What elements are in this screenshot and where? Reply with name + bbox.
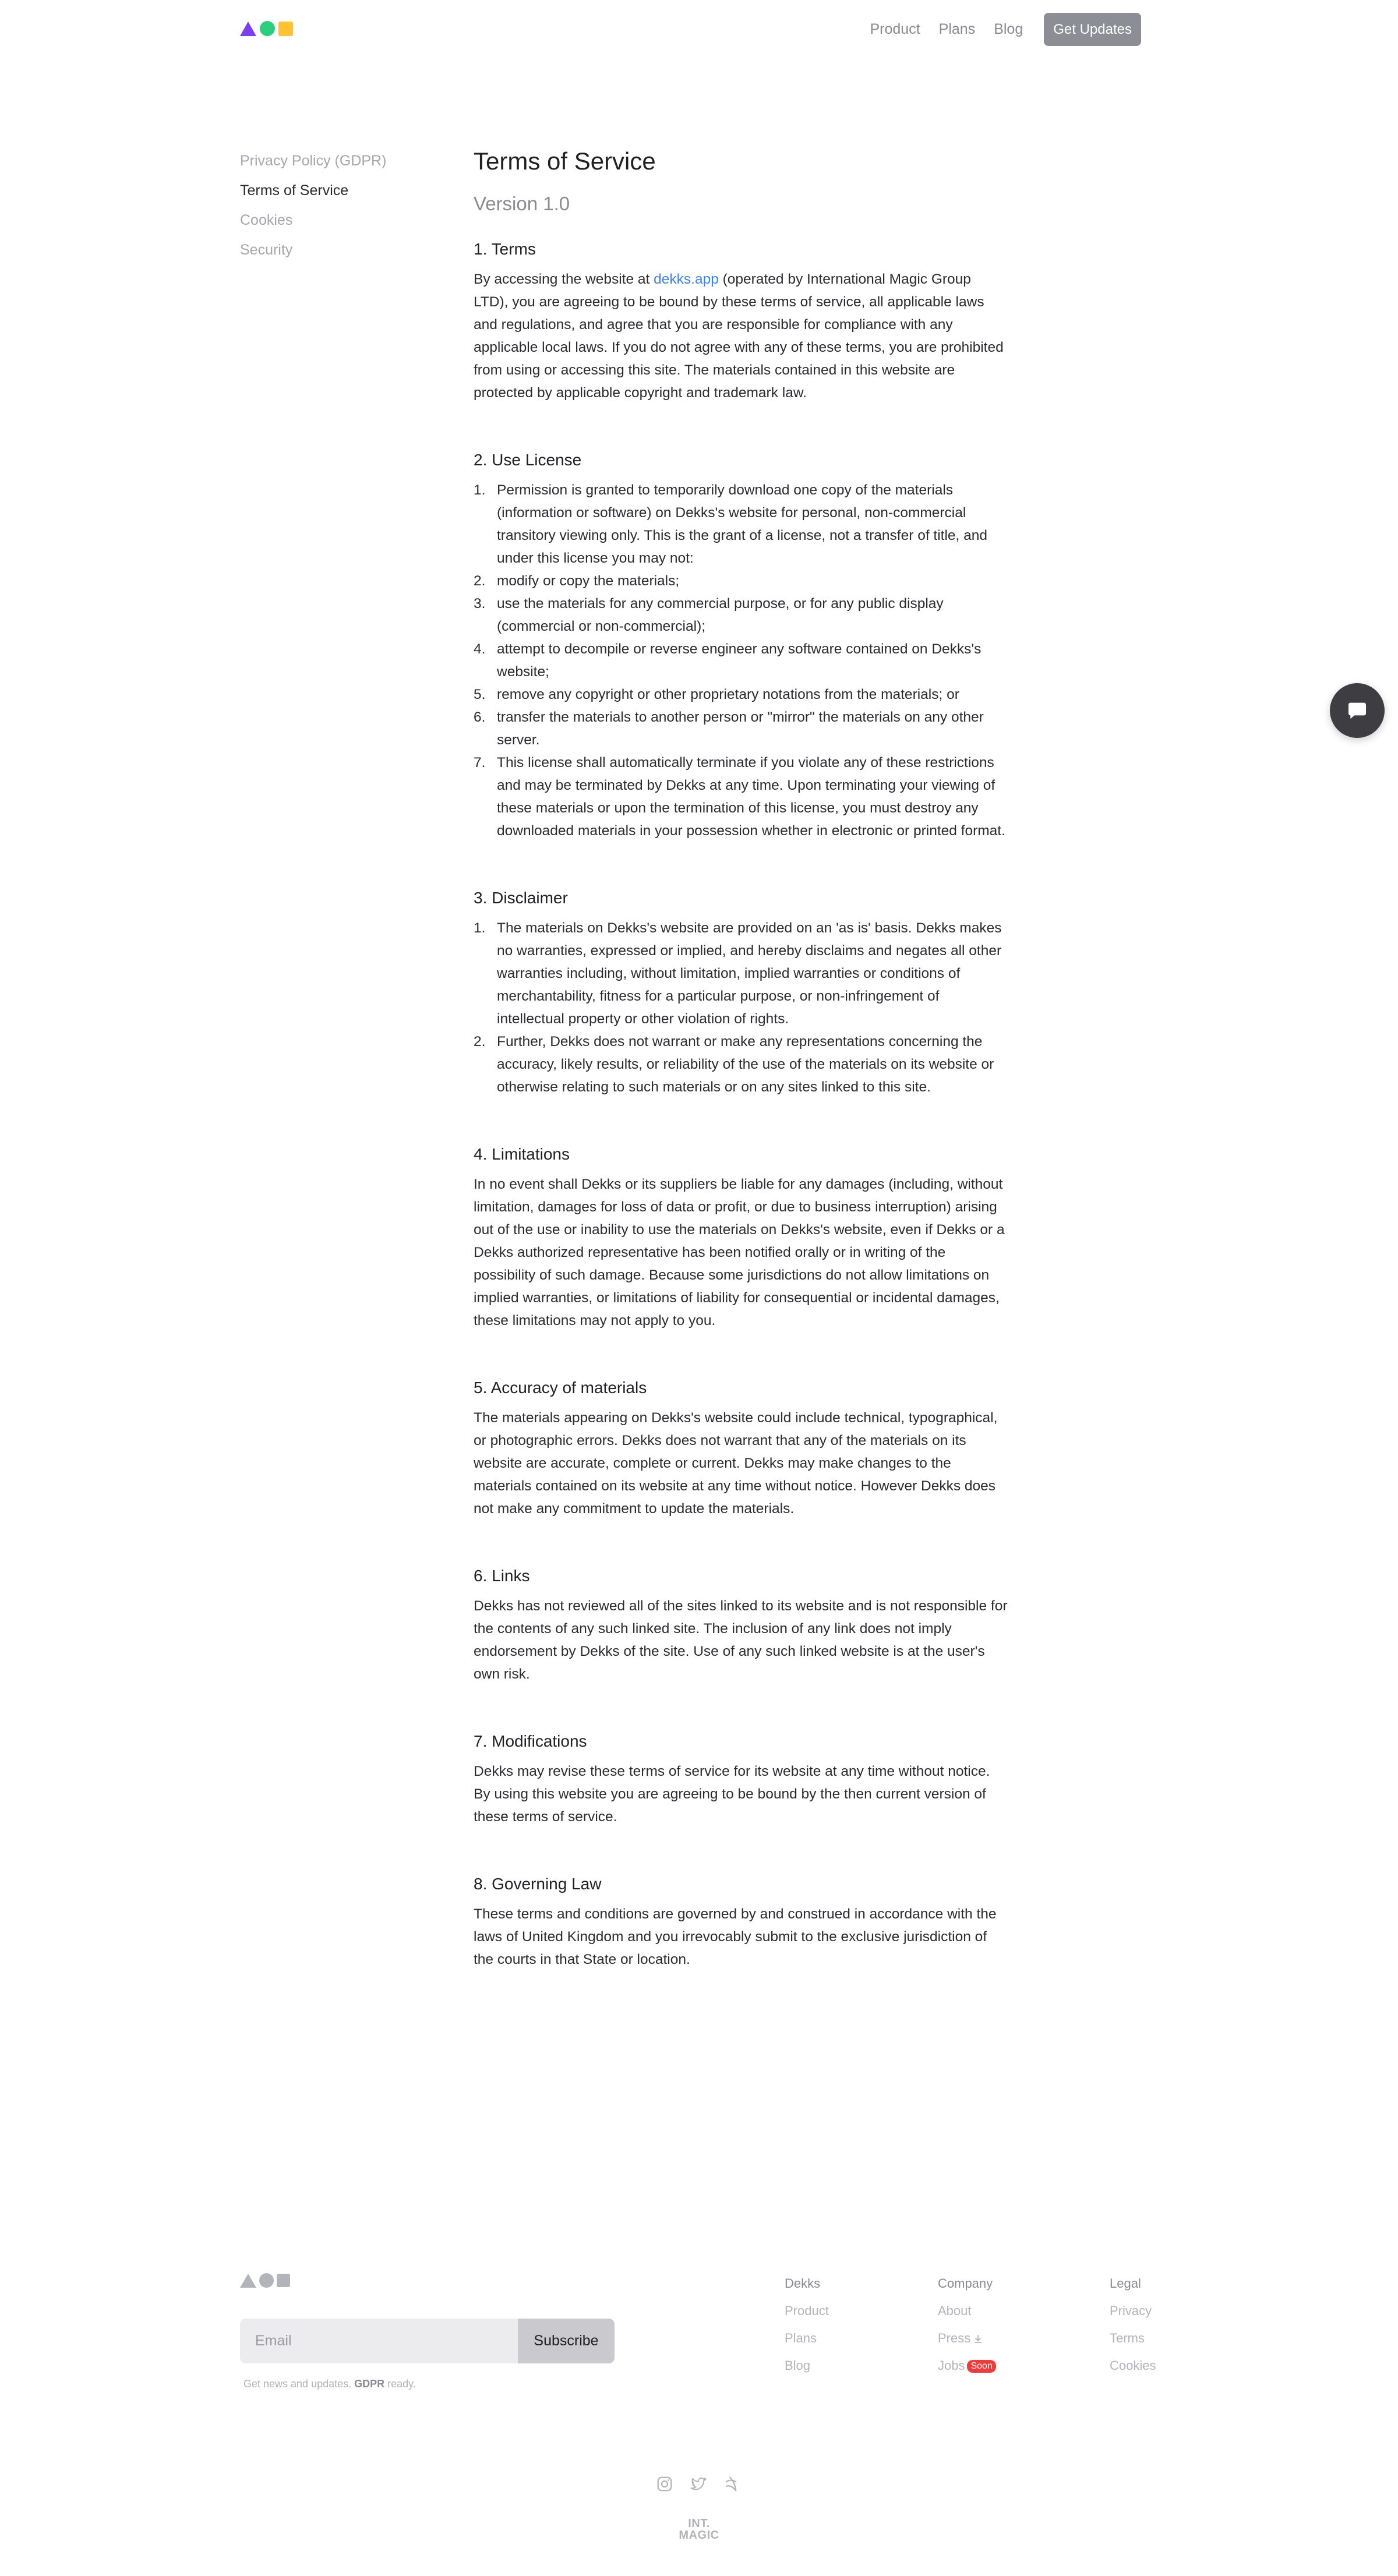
section-heading: 2. Use License bbox=[474, 451, 582, 469]
license-list bbox=[474, 479, 1009, 842]
section-modifications bbox=[474, 1731, 1009, 1828]
section-body: Dekks has not reviewed all of the sites linked to its website and is not responsible for the contents of any such linked site. The inclusion of any link does not imply endorsement by Dekks of the site. Use of any such linked website is at the user's own risk. bbox=[474, 1598, 1008, 1682]
list-item: 1. Permission is granted to temporarily download one copy of the materials (information or software) on Dekks's website for personal, non-commercial transitory viewing only. This is the grant of a license, not a transfer of title, and under this license you may not: bbox=[474, 482, 988, 566]
section-body bbox=[474, 268, 1009, 404]
section-accuracy bbox=[474, 1377, 1009, 1520]
newsletter-form bbox=[240, 2319, 615, 2363]
email-input[interactable] bbox=[240, 2319, 518, 2363]
section-use-license bbox=[474, 450, 1009, 842]
site-header bbox=[0, 0, 1398, 58]
section-terms bbox=[474, 239, 1009, 404]
social-links bbox=[656, 2475, 741, 2493]
sidebar-item-terms-of-service[interactable]: Terms of Service bbox=[240, 182, 349, 199]
section-governing-law bbox=[474, 1874, 1009, 1971]
footer-link-press[interactable]: Press bbox=[938, 2331, 996, 2349]
list-item: 6. transfer the materials to another person or "mirror" the materials on any other server. bbox=[474, 709, 984, 748]
body-text-pre: By accessing the website at bbox=[474, 271, 654, 287]
list-item: 7. This license shall automatically terminate if you violate any of these restrictions and may be terminated by Dekks at any time. Upon terminating your viewing of these materials or upon the termination of this license, you must destroy any downloaded materials in your possession whether in electronic or printed format. bbox=[474, 755, 1005, 839]
int-magic-logo[interactable]: INT. MAGIC bbox=[679, 2517, 719, 2542]
section-body: In no event shall Dekks or its suppliers be liable for any damages (including, without limitation, damages for loss of data or profit, or due to business interruption) arising out of the use or inability to use the materials on Dekks's website, even if Dekks or a Dekks authorized representative has been notified orally or in writing of the possibility of such damage. Because some jurisdictions do not allow limitations on implied warranties, or limitations of liability for consequential or incidental damages, these limitations may not apply to you. bbox=[474, 1176, 1005, 1328]
footer-logo[interactable] bbox=[240, 2273, 290, 2288]
section-disclaimer bbox=[474, 888, 1009, 1098]
footer-col-heading: Legal bbox=[1110, 2276, 1141, 2291]
footer-link-jobs[interactable]: Jobs Soon bbox=[938, 2358, 996, 2377]
triangle-logo-shape bbox=[240, 2274, 256, 2288]
top-nav bbox=[870, 13, 1160, 46]
list-item: 5. remove any copyright or other proprietary notations from the materials; or bbox=[474, 687, 959, 702]
footer-col-heading: Company bbox=[938, 2276, 993, 2291]
instagram-icon[interactable] bbox=[656, 2475, 673, 2493]
footer-link-about[interactable]: About bbox=[938, 2303, 972, 2318]
sidebar-item-cookies[interactable]: Cookies bbox=[240, 212, 293, 228]
get-updates-button[interactable]: Get Updates bbox=[1044, 13, 1141, 46]
footer-link-terms[interactable]: Terms bbox=[1110, 2331, 1145, 2345]
footer-link-privacy[interactable]: Privacy bbox=[1110, 2303, 1152, 2318]
triangle-logo-shape bbox=[240, 22, 256, 36]
list-item: 3. use the materials for any commercial purpose, or for any public display (commercial or non-commercial); bbox=[474, 596, 944, 634]
sidebar-item-security[interactable]: Security bbox=[240, 242, 293, 258]
chat-icon bbox=[1346, 699, 1369, 722]
nav-product[interactable]: Product bbox=[870, 21, 920, 37]
list-item: 4. attempt to decompile or reverse engineer any software contained on Dekks's website; bbox=[474, 641, 982, 680]
section-heading: 8. Governing Law bbox=[474, 1875, 602, 1893]
newsletter-note: Get news and updates. GDPR ready. bbox=[243, 2378, 416, 2390]
section-heading: 5. Accuracy of materials bbox=[474, 1379, 647, 1397]
dekks-logo[interactable] bbox=[240, 21, 293, 36]
list-item: 2. modify or copy the materials; bbox=[474, 573, 680, 589]
list-item: 1. The materials on Dekks's website are provided on an 'as is' basis. Dekks makes no warranties, expressed or implied, and hereby disclaims and negates all other warranties including, without limitation, implied warranties or conditions of merchantability, fitness for a particular purpose, or non-infringement of intellectual property or other violation of rights. bbox=[474, 920, 1002, 1027]
dribbble-icon[interactable] bbox=[723, 2475, 741, 2493]
footer-link-blog[interactable]: Blog bbox=[785, 2358, 811, 2373]
section-heading: 7. Modifications bbox=[474, 1732, 587, 1750]
footer-col-heading: Dekks bbox=[785, 2276, 821, 2291]
nav-blog[interactable]: Blog bbox=[994, 21, 1023, 37]
circle-logo-shape bbox=[259, 2273, 274, 2288]
square-logo-shape bbox=[277, 2274, 290, 2287]
circle-logo-shape bbox=[260, 21, 275, 36]
footer-col-legal bbox=[1110, 2276, 1156, 2386]
dekks-app-link[interactable]: dekks.app bbox=[654, 271, 719, 287]
section-body: These terms and conditions are governed by and construed in accordance with the laws of United Kingdom and you irrevocably submit to the exclusive jurisdiction of the courts in that State or location. bbox=[474, 1906, 997, 1967]
square-logo-shape bbox=[278, 22, 293, 36]
terms-content bbox=[474, 146, 1009, 2016]
footer-col-dekks bbox=[785, 2276, 829, 2386]
footer-link-product[interactable]: Product bbox=[785, 2303, 829, 2318]
list-item: 2. Further, Dekks does not warrant or make any representations concerning the accuracy, likely results, or reliability of the use of the materials on its website or otherwise relating to such materials or on any sites linked to this site. bbox=[474, 1034, 994, 1095]
footer-link-cookies[interactable]: Cookies bbox=[1110, 2358, 1156, 2373]
section-body: Dekks may revise these terms of service for its website at any time without notice. By using this website you are agreeing to be bound by the then current version of these terms of service. bbox=[474, 1764, 990, 1825]
page-title: Terms of Service bbox=[474, 147, 656, 175]
section-heading: 3. Disclaimer bbox=[474, 889, 568, 907]
section-heading: 1. Terms bbox=[474, 240, 536, 258]
body-text-post: (operated by International Magic Group LTD), you are agreeing to be bound by these terms of service, all applicable laws and regulations, and agree that you are responsible for compliance with any applicable local laws. If you do not agree with any of these terms, you are prohibited from using or accessing this site. The materials contained in this website are protected by applicable copyright and trademark law. bbox=[474, 271, 1004, 401]
section-heading: 4. Limitations bbox=[474, 1145, 570, 1163]
legal-sidebar bbox=[240, 150, 450, 269]
subscribe-button[interactable]: Subscribe bbox=[518, 2319, 615, 2363]
nav-plans[interactable]: Plans bbox=[938, 21, 976, 37]
gdpr-label: GDPR bbox=[354, 2378, 385, 2390]
disclaimer-list bbox=[474, 917, 1009, 1098]
footer-link-plans[interactable]: Plans bbox=[785, 2331, 817, 2345]
sidebar-item-privacy-policy[interactable]: Privacy Policy (GDPR) bbox=[240, 153, 387, 169]
section-links bbox=[474, 1566, 1009, 1685]
chat-button[interactable] bbox=[1330, 683, 1385, 738]
footer-col-company bbox=[938, 2276, 996, 2386]
section-heading: 6. Links bbox=[474, 1567, 530, 1585]
section-limitations bbox=[474, 1144, 1009, 1332]
soon-badge: Soon bbox=[967, 2360, 995, 2373]
twitter-icon[interactable] bbox=[690, 2475, 707, 2493]
section-body: The materials appearing on Dekks's website could include technical, typographical, or photographic errors. Dekks does not warrant that any of the materials on its website are accurate, complete or current. Dekks may make changes to the materials contained on its website at any time without notice. However Dekks does not make any commitment to update the materials. bbox=[474, 1410, 998, 1517]
download-icon bbox=[973, 2334, 983, 2344]
version-label: Version 1.0 bbox=[474, 193, 570, 214]
